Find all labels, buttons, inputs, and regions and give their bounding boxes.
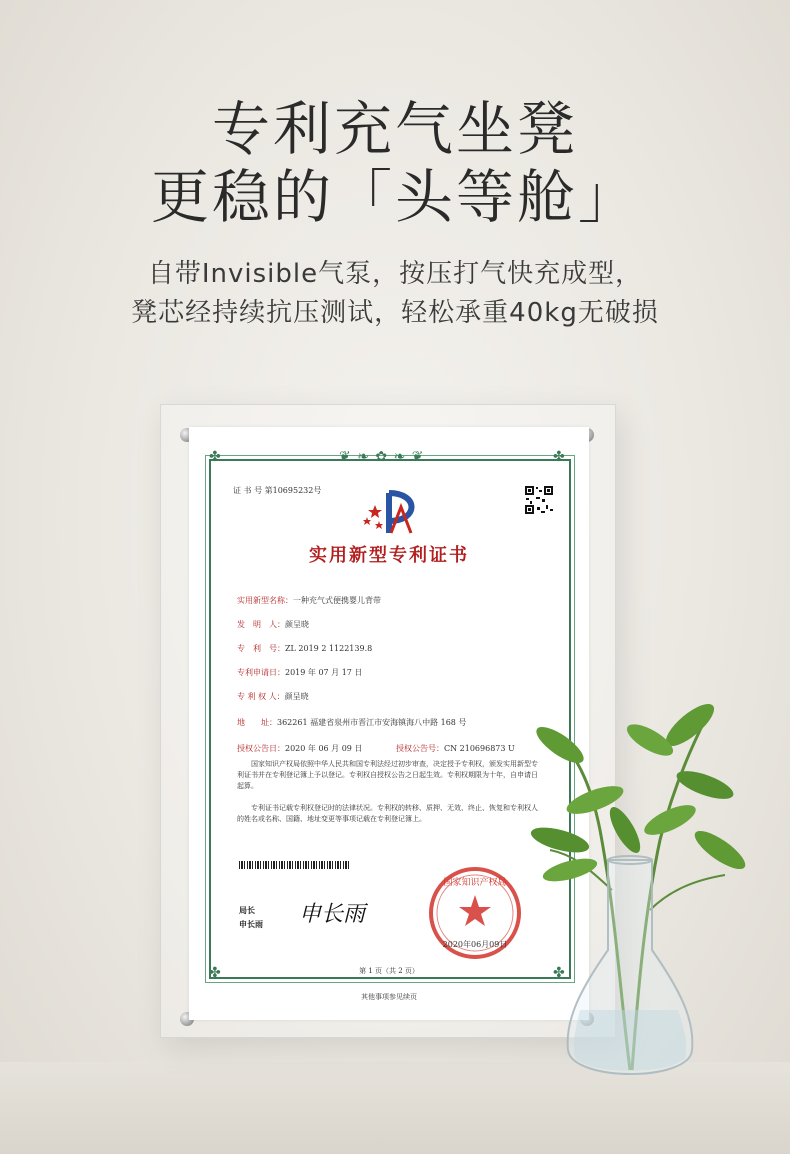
field-row: 实用新型名称：一种充气式便携婴儿背带 xyxy=(237,596,381,605)
director-signature: 申长雨 xyxy=(299,902,366,927)
certificate-paragraph-2: 专利证书记载专利权登记时的法律状况。专利权的转移、质押、无效、终止、恢复和专利权人的姓名或名称、国籍、地址变更等事项记载在专利登记簿上。 xyxy=(237,804,538,823)
subtitle-line-1: 自带Invisible气泵，按压打气快充成型， xyxy=(147,259,643,289)
headline-line-2: 更稳的「头等舱」 xyxy=(150,163,639,231)
field-row: 专利申请日：2019 年 07 月 17 日 xyxy=(237,668,363,677)
ornament-icon: ✤ xyxy=(553,965,566,981)
barcode-icon xyxy=(239,861,351,869)
field-row: 专 利 权 人：颜呈晓 xyxy=(237,692,309,701)
field-row: 地 址：362261 福建省泉州市晋江市安海镇海八中路 168 号 xyxy=(237,718,467,727)
ornament-icon: ❦ ❧ ✿ ❧ ❦ xyxy=(339,449,425,465)
certificate-number: 证 书 号 第10695232号 xyxy=(233,486,322,495)
hero-section xyxy=(0,0,790,360)
certificate-footer: 其他事项参见续页 xyxy=(361,993,417,1001)
qr-code-icon xyxy=(524,485,554,515)
official-seal-icon xyxy=(427,865,523,961)
svg-text:2020年06月09日: 2020年06月09日 xyxy=(442,940,508,949)
ornament-icon: ✤ xyxy=(209,965,222,981)
ornament-icon: ✤ xyxy=(553,449,566,465)
svg-text:国家知识产权局: 国家知识产权局 xyxy=(443,878,507,888)
cnipa-logo-icon xyxy=(361,487,431,537)
announce-row: 授权公告日：2020 年 06 月 09 日 xyxy=(237,744,363,753)
announce-no-row: 授权公告号：CN 210696873 U xyxy=(396,744,515,753)
certificate-paragraph-1: 国家知识产权局依照中华人民共和国专利法经过初步审查，决定授予专利权，颁发实用新型专利证书并在专利登记簿上予以登记。专利权自授权公告之日起生效。专利权期限为十年，自申请日起算。 xyxy=(237,760,538,790)
page-number: 第 1 页（共 2 页） xyxy=(359,967,419,975)
certificate-title: 实用新型专利证书 xyxy=(309,545,469,566)
plant-in-flask-illustration xyxy=(520,690,780,1100)
director-title: 局长 xyxy=(239,906,255,915)
field-row: 发 明 人：颜呈晓 xyxy=(237,620,309,629)
field-row: 专 利 号：ZL 2019 2 1122139.8 xyxy=(237,644,373,653)
subtitle-line-2: 凳芯经持续抗压测试，轻松承重40kg无破损 xyxy=(131,298,659,328)
headline-line-1: 专利充气坐凳 xyxy=(211,95,578,163)
director-name: 申长雨 xyxy=(239,920,263,929)
ornament-icon: ✤ xyxy=(209,449,222,465)
